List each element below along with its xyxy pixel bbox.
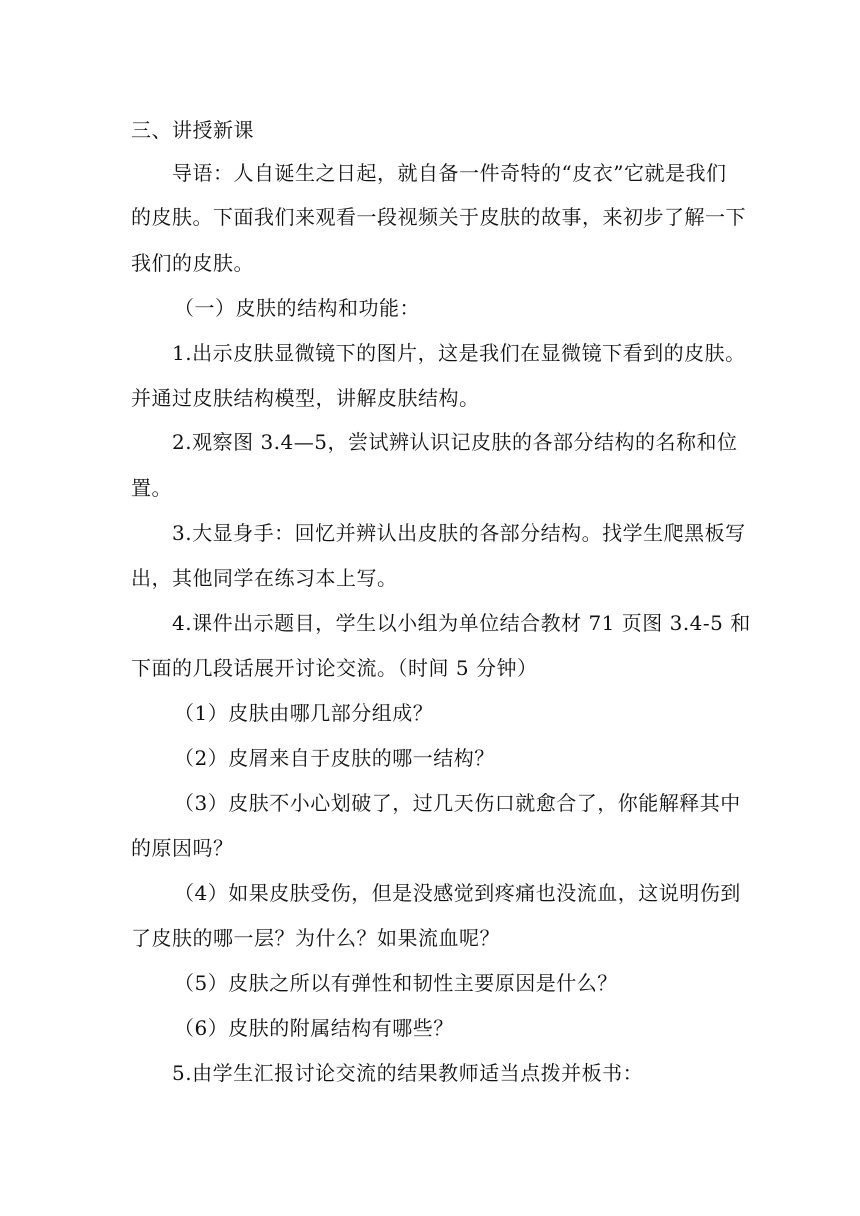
item-2-line-1: 2.观察图 3.4—5，尝试辨认识记皮肤的各部分结构的名称和位	[172, 430, 738, 454]
question-3-line-1: （3）皮肤不小心划破了，过几天伤口就愈合了，你能解释其中	[174, 791, 741, 815]
item-4-line-1: 4.课件出示题目，学生以小组为单位结合教材 71 页图 3.4-5 和	[172, 611, 751, 635]
question-4-line-2: 了皮肤的哪一层？为什么？如果流血呢？	[131, 926, 500, 950]
item-2-line-2: 置。	[131, 476, 172, 500]
item-3-line-1: 3.大显身手：回忆并辨认出皮肤的各部分结构。找学生爬黑板写	[172, 521, 746, 545]
item-1-line-1: 1.出示皮肤显微镜下的图片，这是我们在显微镜下看到的皮肤。	[172, 341, 746, 365]
intro-line-1: 导语：人自诞生之日起，就自备一件奇特的“皮衣”它就是我们	[172, 161, 727, 185]
question-4-line-1: （4）如果皮肤受伤，但是没感觉到疼痛也没流血，这说明伤到	[174, 881, 741, 905]
subsection-heading: （一）皮肤的结构和功能：	[174, 296, 420, 320]
question-2: （2）皮屑来自于皮肤的哪一结构？	[174, 746, 495, 770]
question-5: （5）皮肤之所以有弹性和韧性主要原因是什么？	[174, 971, 618, 995]
intro-line-3: 我们的皮肤。	[131, 251, 254, 275]
item-5-line-1: 5.由学生汇报讨论交流的结果教师适当点拨并板书：	[172, 1061, 644, 1085]
question-6: （6）皮肤的附属结构有哪些？	[174, 1016, 454, 1040]
item-3-line-2: 出，其他同学在练习本上写。	[131, 566, 398, 590]
question-1: （1）皮肤由哪几部分组成？	[174, 701, 434, 725]
question-3-line-2: 的原因吗？	[131, 836, 234, 860]
section-heading: 三、讲授新课	[131, 118, 254, 142]
intro-line-2: 的皮肤。下面我们来观看一段视频关于皮肤的故事，来初步了解一下	[131, 205, 746, 229]
item-4-line-2: 下面的几段话展开讨论交流。（时间 5 分钟）	[131, 656, 538, 680]
item-1-line-2: 并通过皮肤结构模型，讲解皮肤结构。	[131, 386, 480, 410]
